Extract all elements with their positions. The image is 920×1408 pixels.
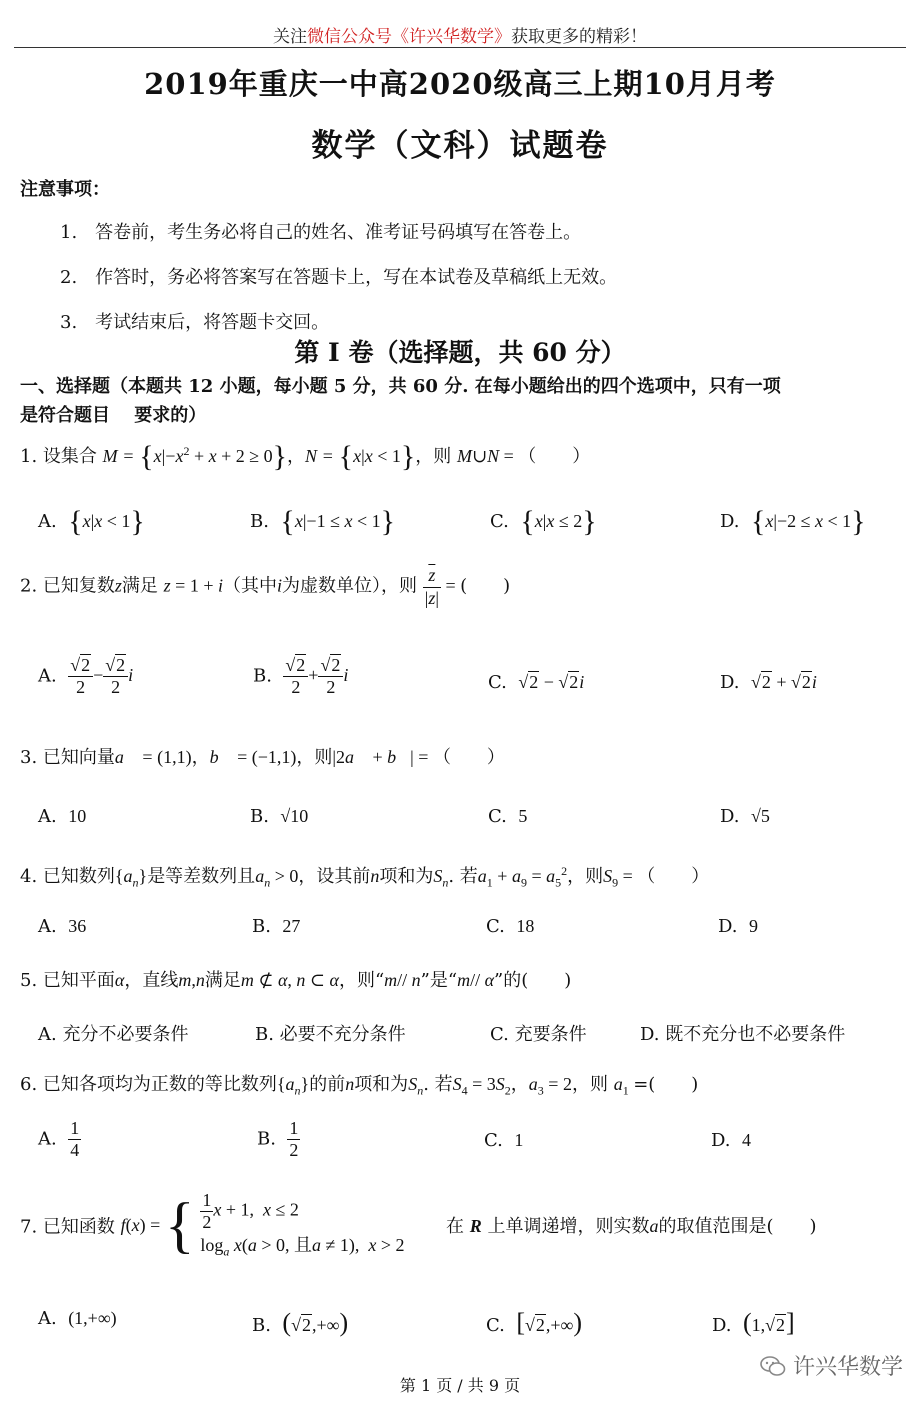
q4-option-d: D. 9 — [718, 916, 758, 937]
notice-item-1: 1. 答卷前，考生务必将自己的姓名、准考证号码填写在答卷上。 — [60, 222, 582, 243]
q3-option-a: A. 10 — [38, 806, 87, 827]
q4-option-a: A. 36 — [38, 916, 87, 937]
q6-option-b: B. $\frac{1}{2}$ — [257, 1118, 299, 1160]
notice-item-3: 3. 考试结束后，将答题卡交回。 — [60, 312, 330, 333]
q6-option-d: D. 4 — [711, 1130, 751, 1151]
q7-option-d: D. (1,√2] — [712, 1308, 795, 1337]
exam-title: 2019年重庆一中高2020级高三上期10月月考 — [144, 67, 776, 101]
q3-option-b: B. √10 — [250, 806, 309, 827]
q5-option-b: B. 必要不充分条件 — [255, 1024, 406, 1045]
question-6: 6. 已知各项均为正数的等比数列$\{a_n\}$的前n项和为$S_n$. 若$S_4 = 3S_2$，$a_3 = 2$，则 $a_1$ =( ) — [20, 1074, 699, 1098]
banner-text-end: 获取更多的精彩！ — [511, 27, 647, 47]
banner-text: 关注 — [273, 27, 307, 47]
q1-option-c: C. {x|x ≤ 2} — [490, 505, 597, 538]
q7-option-c: C. [√2,+∞) — [486, 1308, 583, 1337]
watermark: 许兴华数学 — [760, 1350, 903, 1381]
notice-heading: 注意事项： — [20, 179, 110, 200]
q2-option-a: A. $\frac{√2}{2}$ − $\frac{√2}{2}$ i — [38, 655, 134, 697]
question-1: 1. 设集合 $M = \{x|-x^2 + x + 2 \ge 0\}$，N = {x|x < 1}，则 M∪N = （ ） — [20, 440, 591, 473]
q3-option-d: D. √5 — [720, 806, 770, 827]
question-3: 3. 已知向量a⃗ = (1,1)，b⃗ = (−1,1)，则|2a⃗ + b⃗| = （ ） — [20, 747, 505, 768]
question-4: 4. 已知数列$\{a_n\}$是等差数列且$a_n > 0$，设其前n项和为$S_n$. 若$a_1 + a_9 = a_5^2$，则$S_9$ = （ ） — [20, 864, 710, 890]
q2-option-b: B. $\frac{√2}{2}$ + $\frac{√2}{2}$ i — [253, 655, 349, 697]
q1-option-d: D. {x|−2 ≤ x < 1} — [720, 505, 866, 538]
notice-item-2: 2. 作答时，务必将答案写在答题卡上，写在本试卷及草稿纸上无效。 — [60, 267, 618, 288]
q7-option-a: A. (1,+∞) — [38, 1308, 117, 1329]
section-title: 第 I 卷（选择题，共 60 分） — [294, 338, 626, 367]
q5-option-d: D. 既不充分也不必要条件 — [640, 1024, 846, 1045]
q6-option-a: A. $\frac{1}{4}$ — [38, 1118, 80, 1160]
q6-option-c: C. 1 — [484, 1130, 524, 1151]
page-footer: 第 1 页 / 共 9 页 — [399, 1376, 521, 1395]
q5-option-a: A. 充分不必要条件 — [38, 1024, 189, 1045]
part-instructions-1: 一、选择题（本题共 12 小题，每小题 5 分，共 60 分. 在每小题给出的四个选项中，只有一项 — [20, 376, 781, 397]
banner-highlight: 微信公众号《许兴华数学》 — [307, 27, 511, 47]
part-instructions-2: 是符合题目 要求的） — [20, 405, 207, 426]
q2-option-d: D. √2 + √2i — [720, 672, 817, 693]
q1-option-a: A. {x|x < 1} — [38, 505, 145, 538]
q4-option-b: B. 27 — [252, 916, 301, 937]
question-5: 5. 已知平面α，直线m,n满足m ⊄ α, n ⊂ α，则“m// n”是“m// α”的( ) — [20, 970, 572, 991]
header-banner — [0, 22, 920, 47]
question-2: 2. 已知复数z满足 z = 1 + i（其中i为虚数单位），则 $\frac{\overline{z}}{|z|}$ = ( ) — [20, 565, 511, 608]
exam-subtitle: 数学（文科）试题卷 — [311, 128, 609, 164]
q5-option-c: C. 充要条件 — [490, 1024, 587, 1045]
q3-option-c: C. 5 — [488, 806, 528, 827]
q1-option-b: B. {x|−1 ≤ x < 1} — [250, 505, 396, 538]
q7-option-b: B. (√2,+∞) — [252, 1308, 349, 1337]
question-7: 7. 已知函数 f(x) = { $\frac{1}{2}$ x + 1, x ≤ 2 $\log_a x(a > 0$, 且a ≠ 1), x > 2 在 R 上单调递增，则实数a的取值范围是( ) — [20, 1190, 817, 1260]
q2-option-c: C. √2 − √2i — [488, 672, 585, 693]
header-rule — [14, 47, 906, 48]
q4-option-c: C. 18 — [486, 916, 535, 937]
